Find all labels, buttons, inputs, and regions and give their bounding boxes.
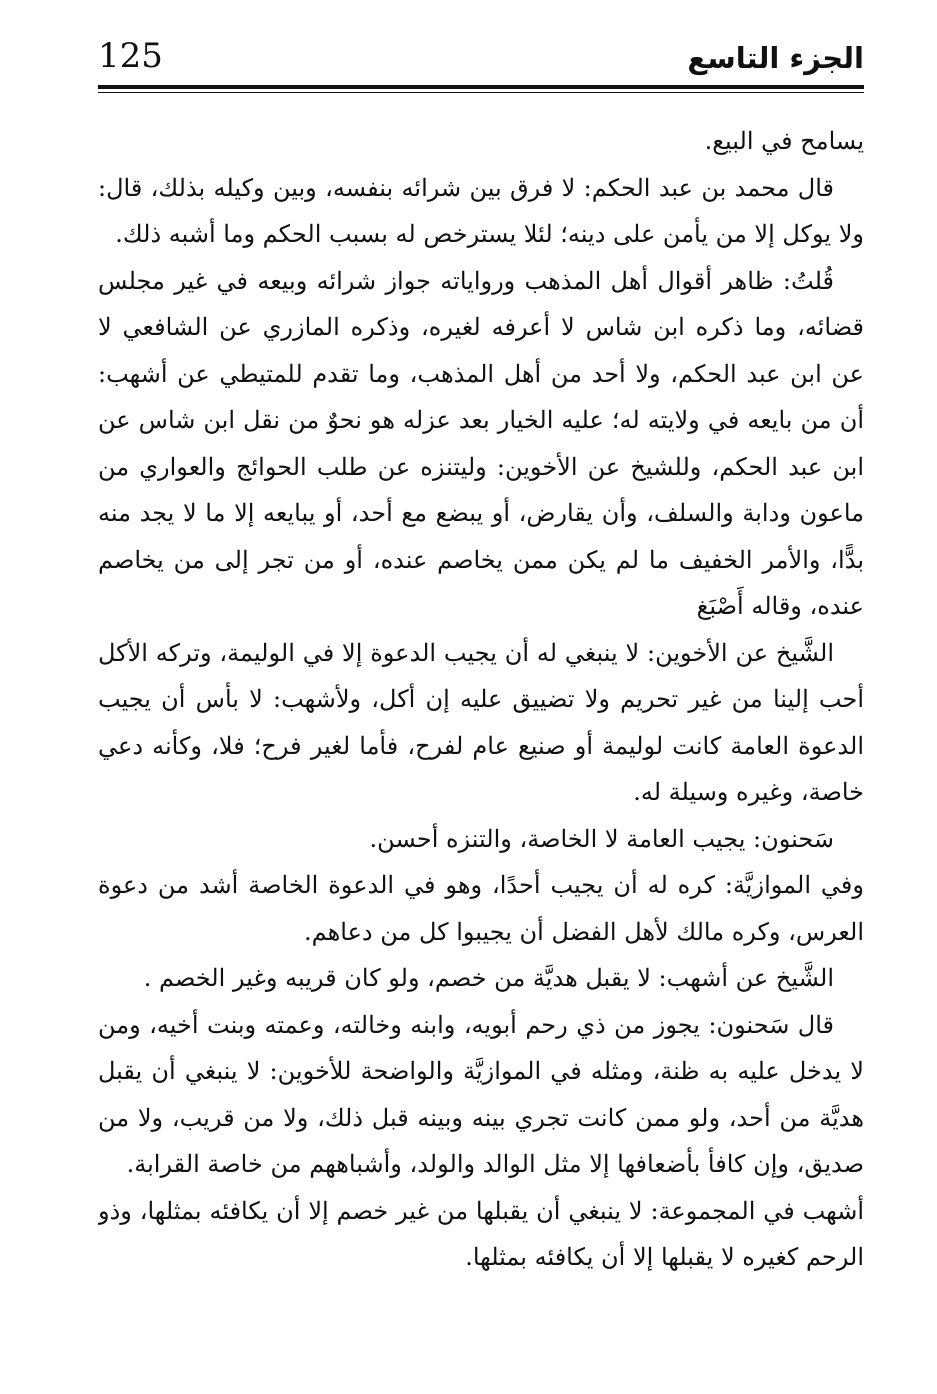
paragraph: الشَّيخ عن الأخوين: لا ينبغي له أن يجيب الدعوة إلا في الوليمة، وتركه الأكل أحب إلينا من غير تحريم ولا تضييق عليه إن أكل، ولأشهب: لا بأس أن يجيب الدعوة العامة كانت لوليمة أو صنيع عام لفرح، فأما لغير فرح؛ فلا، وكأنه دعي خاصة، وغيره وسيلة له. (98, 638, 864, 806)
header-rule-thin (98, 92, 864, 93)
running-head: الجزء التاسع (687, 41, 864, 75)
page-header (98, 30, 864, 86)
body-text (98, 118, 864, 1318)
paragraph: سَحنون: يجيب العامة لا الخاصة، والتنزه أحسن. (369, 824, 834, 853)
paragraph: وفي الموازيَّة: كره له أن يجيب أحدًا، وهو في الدعوة الخاصة أشد من دعوة العرس، وكره مالك لأهل الفضل أن يجيبوا كل من دعاهم. (98, 871, 864, 946)
page-number: 125 (98, 36, 163, 76)
paragraph: يسامح في البيع. (704, 127, 864, 155)
paragraph: قُلتُ: ظاهر أقوال أهل المذهب ورواياته جواز شرائه وبيعه في غير مجلس قضائه، وما ذكره ابن شاس لا أعرفه لغيره، وذكره المازري عن الشافعي لا عن ابن عبد الحكم، ولا أحد من أهل المذهب، وما تقدم للمتيطي عن أشهب: أن من بايعه في ولايته له؛ عليه الخيار بعد عزله هو نحوٌ من نقل ابن شاس عن ابن عبد الحكم، وللشيخ عن الأخوين: وليتنزه عن طلب الحوائج والعواري من ماعون ودابة والسلف، وأن يقارض، أو يبضع مع أحد، أو يبايعه إلا ما لا يجد منه بدًّا، والأمر الخفيف ما لم يكن ممن يخاصم عنده، أو من تجر إلى من يخاصم عنده، وقاله أَصْبَغ (98, 266, 864, 620)
paragraph: قال سَحنون: يجوز من ذي رحم أبويه، وابنه وخالته، وعمته وبنت أخيه، ومن لا يدخل عليه به ظنة، ومثله في الموازيَّة والواضحة للأخوين: لا ينبغي أن يقبل هديَّة من أحد، ولو ممن كانت تجري بينه وبينه قبل ذلك، ولا من قريب، ولا من صديق، وإن كافأ بأضعافها إلا مثل الوالد والولد، وأشباههم من خاصة القرابة. (98, 1010, 864, 1178)
paragraph: الشَّيخ عن أشهب: لا يقبل هديَّة من خصم، ولو كان قريبه وغير الخصم . (143, 964, 834, 992)
header-rule-thick (98, 85, 864, 89)
paragraph: قال محمد بن عبد الحكم: لا فرق بين شرائه بنفسه، وبين وكيله بذلك، قال: ولا يوكل إلا من يأمن على دينه؛ لئلا يسترخص له بسبب الحكم وما أشبه ذلك. (98, 173, 864, 248)
paragraph: أشهب في المجموعة: لا ينبغي أن يقبلها من غير خصم إلا أن يكافئه بمثلها، وذو الرحم كغيره لا يقبلها إلا أن يكافئه بمثلها. (98, 1196, 864, 1271)
